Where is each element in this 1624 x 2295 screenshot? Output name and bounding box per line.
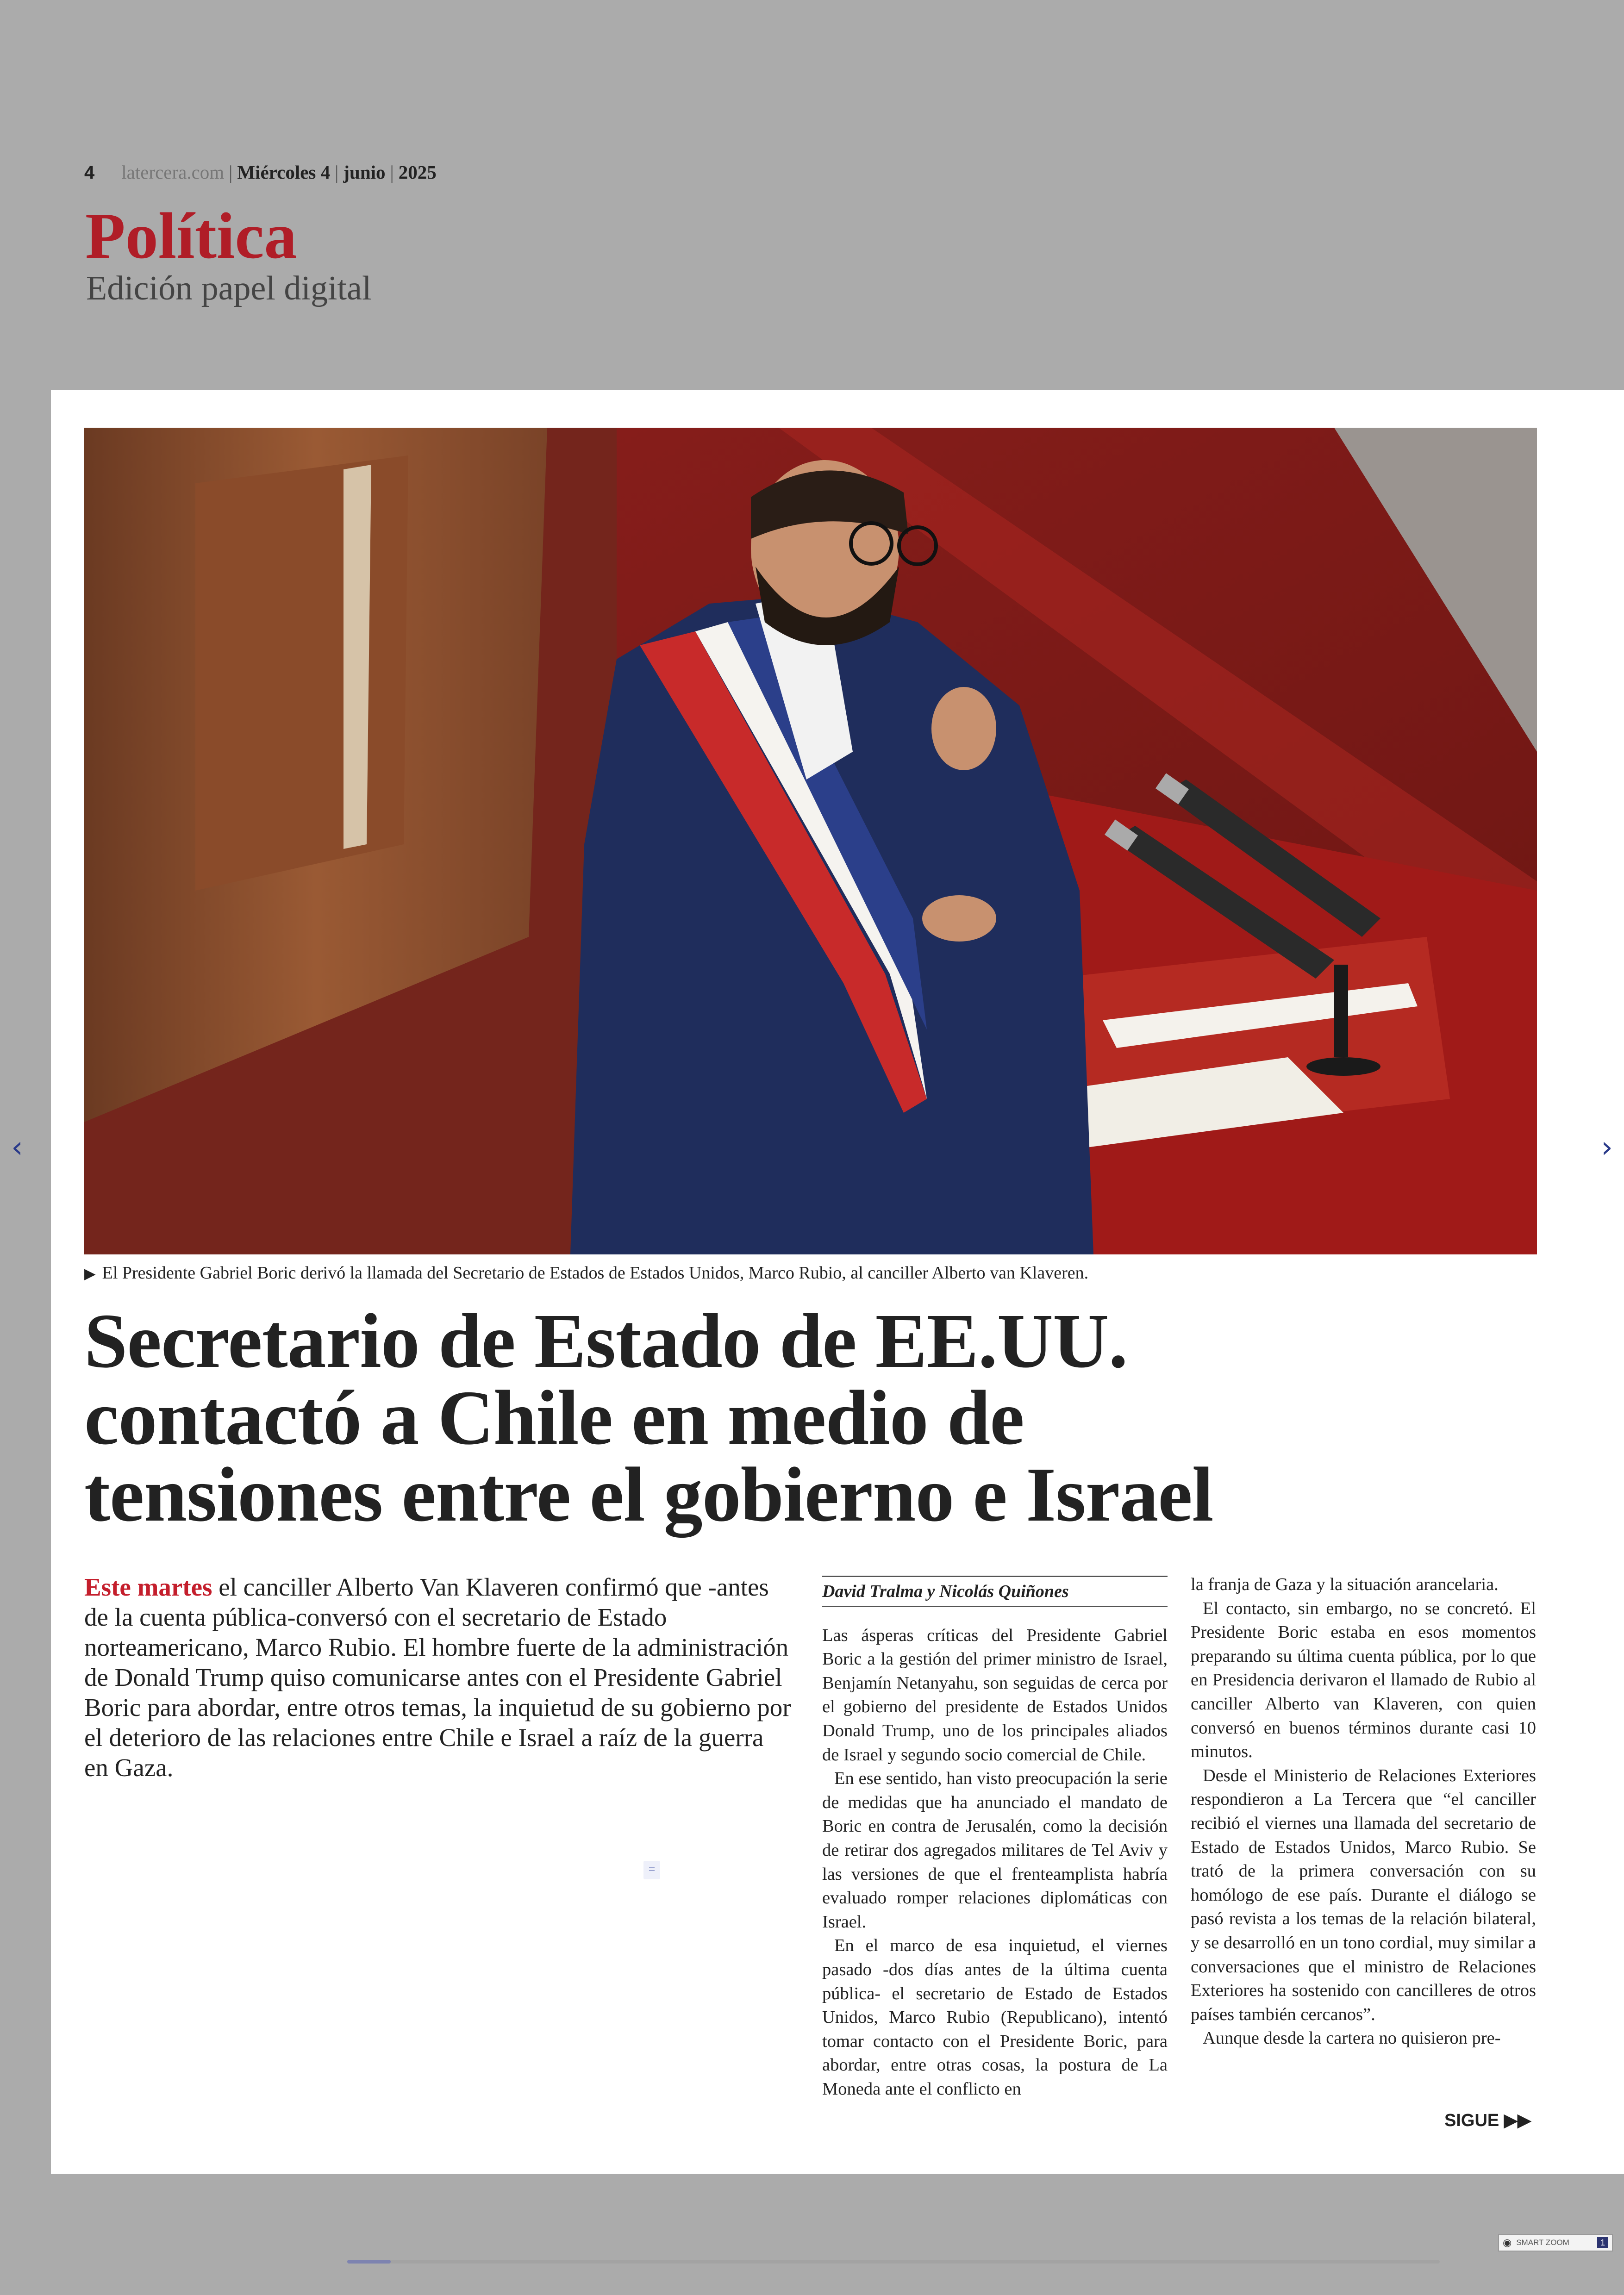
page-header [84,161,437,183]
separator: | [390,162,394,183]
section-title: Política [85,199,297,272]
site-name: latercera.com [121,162,225,183]
lead-kicker: Este martes [84,1573,212,1601]
date-month: junio [343,162,386,183]
headline-line: contactó a Chile en medio de [84,1375,1024,1461]
paragraph: Desde el Ministerio de Relaciones Exteriores respondieron a La Tercera que “el canciller recibió el viernes una llamada del secretario de Estado de Estados Unidos, Marco Rubio. Se trató de la primera conversación con su homólogo de ese país. Durante el diálogo se pasó revista a los temas de la relación bilateral, y se desarrolló en un tono cordial, muy similar a conversaciones que el ministro de Relaciones Exteriores ha sostenido con cancilleres de otros países también cercanos”. [1191,1765,1536,2024]
eye-icon: ◉ [1503,2237,1512,2249]
date-year: 2025 [398,162,437,183]
text-note-icon[interactable] [643,1861,660,1879]
smart-zoom-label: SMART ZOOM [1516,2238,1569,2247]
photo-caption [84,1263,1537,1283]
continue-label: SIGUE ▶▶ [1444,2111,1531,2130]
chevron-left-icon[interactable]: ‹ [11,1130,23,1165]
separator: | [229,162,233,183]
smart-zoom-badge: 1 [1597,2237,1608,2248]
newspaper-page [51,390,1624,2174]
lead-text: el canciller Alberto Van Klaveren confirmó que -antes de la cuenta pública-conversó con el secretario de Estado norteamericano, Marco Rubio. El hombre fuerte de la administración de Donald Trump quiso comunicarse antes con el Presidente Gabriel Boric para abordar, entre otros temas, la inquietud de su gobierno por el deterioro de las relaciones entre Chile e Israel a raíz de la guerra en Gaza. [84,1573,791,1782]
article-column-2 [1191,1573,1536,2051]
caption-text: El Presidente Gabriel Boric derivó la llamada del Secretario de Estados de Estados Unidos, Marco Rubio, al canciller Alberto van Klaveren. [102,1263,1089,1283]
smart-zoom-button[interactable] [1498,2234,1613,2251]
page-number: 4 [84,162,95,183]
paragraph: El contacto, sin embargo, no se concretó. El Presidente Boric estaba en esos momentos preparando su última cuenta pública, por lo que en Presidencia derivaron el llamado de Rubio al canciller Alberto van Klaveren, con quien conversó en buenos términos durante casi 10 minutos. [1191,1598,1536,1762]
headline-line: Secretario de Estado de EE.UU. [84,1298,1128,1384]
progress-fill [347,2260,391,2264]
paragraph: En el marco de esa inquietud, el viernes pasado -dos días antes de la última cuenta pública- el secretario de Estado de Estados Unidos, Marco Rubio (Republicano), intentó tomar contacto con el Presidente Boric, para abordar, entre otras cosas, la postura de La Moneda ante el conflicto en [822,1936,1168,2099]
paragraph: Las ásperas críticas del Presidente Gabriel Boric a la gestión del primer ministro de Israel, Benjamín Netanyahu, son seguidas de cerca por el gobierno del presidente de Estados Unidos Donald Trump, uno de los principales aliados de Israel y segundo socio comercial de Chile. [822,1625,1168,1765]
paragraph: la franja de Gaza y la situación arancelaria. [1191,1575,1499,1594]
paragraph: En ese sentido, han visto preocupación la serie de medidas que ha anunciado el mandato de Boric en contra de Jerusalén, como la decisión de retirar dos agregados militares de Tel Aviv y las versiones de que el frenteamplista habría evaluado romper relaciones diplomáticas con Israel. [822,1769,1168,1932]
section-subtitle: Edición papel digital [86,269,372,307]
boric-speaking-photo [84,428,1537,1254]
headline-line: tensiones entre el gobierno e Israel [84,1452,1213,1538]
separator: | [335,162,339,183]
caption-arrow-icon: ▶ [84,1265,96,1282]
byline: David Tralma y Nicolás Quiñones [822,1576,1168,1607]
date-weekday: Miércoles 4 [237,162,331,183]
article-photo [84,428,1537,1254]
article-headline [84,1298,1537,1538]
chevron-right-icon[interactable]: › [1601,1130,1613,1165]
article-lead [84,1572,793,1783]
article-column-1 [822,1576,1168,2101]
paragraph: Aunque desde la cartera no quisieron pre- [1203,2028,1501,2048]
reading-progress-bar[interactable] [347,2260,1440,2264]
